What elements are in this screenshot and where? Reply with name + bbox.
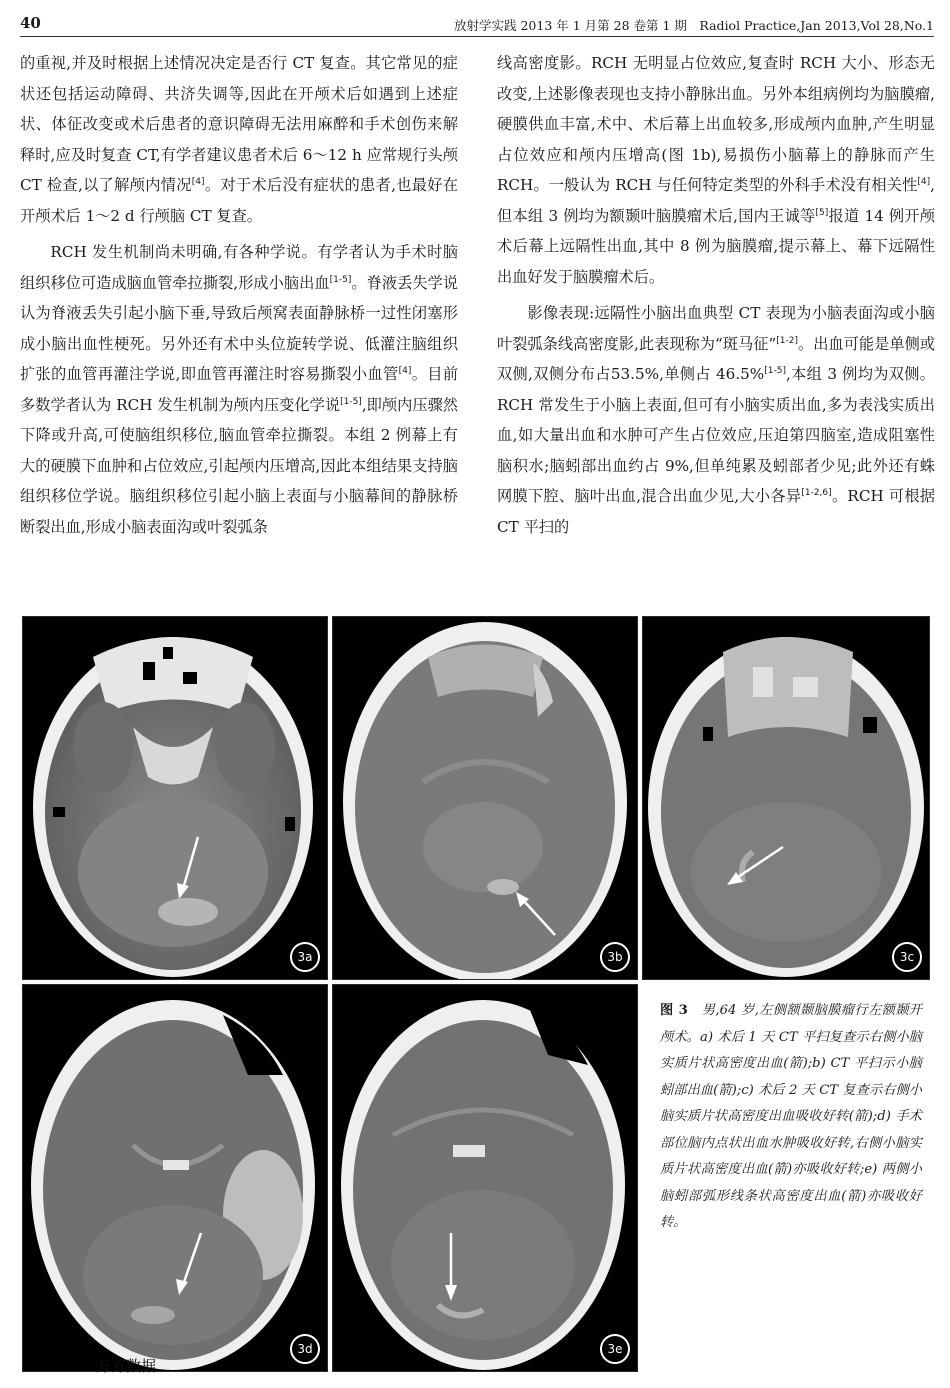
citation[interactable]: [1-5] [764, 365, 786, 376]
citation[interactable]: [1-2,6] [801, 487, 832, 498]
citation[interactable]: [4] [191, 176, 205, 187]
citation[interactable]: [1-5] [329, 274, 352, 285]
ct-scan-image [333, 617, 637, 979]
page-number: 40 [20, 14, 41, 32]
journal-running-title: 放射学实践 2013 年 1 月第 28 卷第 1 期 Radiol Practice,Jan 2013,Vol 28,No.1 [454, 18, 934, 33]
ct-scan-image [333, 985, 637, 1371]
right-paragraph-1: 线高密度影。RCH 无明显占位效应,复查时 RCH 大小、形态无改变,上述影像表现也支持小静脉出血。另外本组病例均为脑膜瘤,硬膜供血丰富,术中、术后幕上出血较多,形成颅内血肿,产生明显占位效应和颅内压增高(图 1b),易损伤小脑幕上的静脉而产生 RCH。一般认为 RCH 与任何特定类型的外科手术没有相关性[4],但本组 3 例均为额颞叶脑膜瘤术后,国内王诚等[5]报道 14 例开颅术后幕上远隔性出血,其中 8 例为脑膜瘤,提示幕上、幕下远隔性出血好发于脑膜瘤术后。 [497, 54, 935, 286]
panel-label: 3d [290, 1334, 320, 1364]
caption-figure-number: 图 3 [660, 1003, 688, 1018]
watermark: 万方数据 [96, 1357, 157, 1375]
left-paragraph-2: RCH 发生机制尚未明确,有各种学说。有学者认为手术时脑组织移位可造成脑血管牵拉撕裂,形成小脑出血[1-5]。脊液丢失学说认为脊液丢失引起小脑下垂,导致后颅窝表面静脉桥一过性闭塞形成小脑出血性梗死。另外还有术中头位旋转学说、低灌注脑组织扩张的血管再灌注学说,即血管再灌注时容易撕裂小血管[4]。目前多数学者认为 RCH 发生机制为颅内压变化学说[1-5],即颅内压骤然下降或升高,可使脑组织移位,脑血管牵拉撕裂。本组 2 例幕上有大的硬膜下血肿和占位效应,引起颅内压增高,因此本组结果支持脑组织移位学说。脑组织移位引起小脑上表面与小脑幕间的静脉桥断裂出血,形成小脑表面沟或叶裂弧条 [20, 243, 459, 536]
figure-3 [22, 616, 930, 1370]
ct-panel-3d[interactable] [22, 984, 328, 1372]
ct-panel-3e[interactable] [332, 984, 638, 1372]
citation[interactable]: [4] [398, 365, 412, 376]
header-rule [20, 36, 934, 37]
ct-scan-image [23, 617, 327, 979]
ct-scan-image [643, 617, 929, 979]
citation[interactable]: [1-2] [776, 335, 798, 346]
panel-label: 3a [290, 942, 320, 972]
panel-label: 3e [600, 1334, 630, 1364]
caption-text: 男,64 岁,左侧额颞脑膜瘤行左额颞开颅术。a) 术后 1 天 CT 平扫复查示右侧小脑实质片状高密度出血(箭);b) CT 平扫示小脑蚓部出血(箭);c) 术后 2 天 CT 复查示右侧小脑实质片状高密度出血吸收好转(箭);d) 手术部位脑内点状出血水肿吸收好转,右侧小脑实质片状高密度出血(箭)亦吸收好转;e) 两侧小脑蚓部弧形线条状高密度出血(箭)亦吸收好转。 [660, 1003, 922, 1230]
left-paragraph-1: 的重视,并及时根据上述情况决定是否行 CT 复查。其它常见的症状还包括运动障碍、共济失调等,因此在开颅术后如遇到上述症状、体征改变或术后患者的意识障碍无法用麻醉和手术创伤来解释时,应及时复查 CT,有学者建议患者术后 6～12 h 应常规行头颅 CT 检查,以了解颅内情况[4]。对于术后没有症状的患者,也最好在开颅术后 1～2 d 行颅脑 CT 复查。 [20, 54, 459, 225]
figure-caption [660, 998, 922, 1237]
page-header [20, 10, 934, 38]
citation[interactable]: [5] [815, 207, 829, 218]
panel-label: 3b [600, 942, 630, 972]
left-column [20, 48, 458, 548]
panel-label: 3c [892, 942, 922, 972]
ct-scan-image [23, 985, 327, 1371]
right-paragraph-2: 影像表现:远隔性小脑出血典型 CT 表现为小脑表面沟或小脑叶裂弧条线高密度影,此表现称为“斑马征”[1-2]。出血可能是单侧或双侧,双侧分布占53.5%,单侧占 46.5%[1-5],本组 3 例均为双侧。RCH 常发生于小脑上表面,但可有小脑实质出血,多为表浅实质出血,如大量出血和水肿可产生占位效应,压迫第四脑室,造成阻塞性脑积水;脑蚓部出血约占 9%,但单纯累及蚓部者少见;此外还有蛛网膜下腔、脑叶出血,混合出血少见,大小各异[1-2,6]。RCH 可根据 CT 平扫的 [497, 304, 936, 536]
ct-panel-3c[interactable] [642, 616, 930, 980]
right-column [497, 48, 935, 548]
citation[interactable]: [1-5] [340, 396, 362, 407]
citation[interactable]: [4] [917, 176, 931, 187]
ct-panel-3a[interactable] [22, 616, 328, 980]
ct-panel-3b[interactable] [332, 616, 638, 980]
